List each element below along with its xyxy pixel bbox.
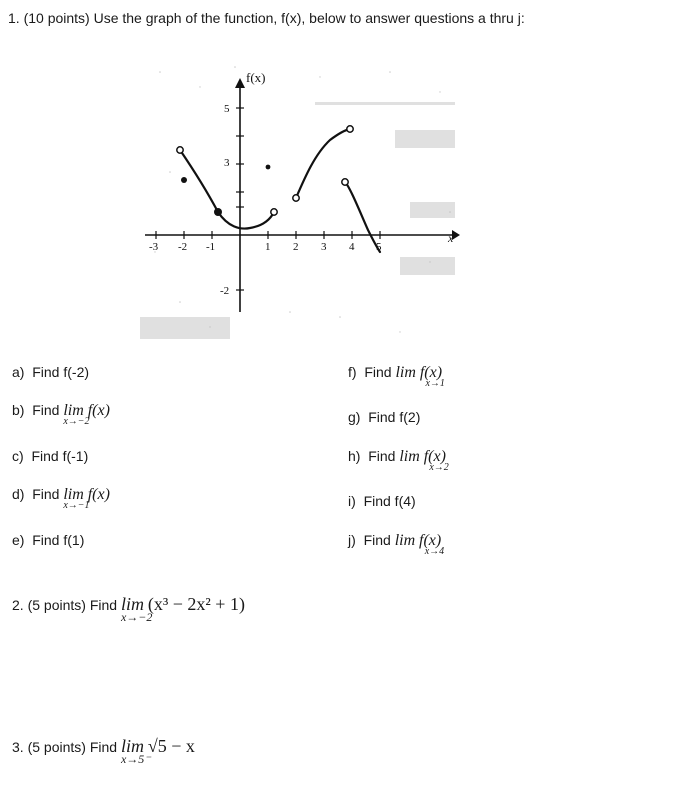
graph-point-open <box>293 195 299 201</box>
item-g-text: Find f(2) <box>368 409 421 425</box>
question-2 <box>12 594 245 624</box>
item-a-label: a) <box>12 364 25 380</box>
item-f-label: f) <box>348 364 357 380</box>
x-tick-label: 3 <box>321 241 327 253</box>
item-j-label: j) <box>348 532 356 548</box>
item-e-text: Find f(1) <box>32 532 85 548</box>
item-j-limit: lim x→4 <box>394 532 445 557</box>
item-h-label: h) <box>348 448 361 464</box>
item-j-expr: f(x) <box>419 532 442 549</box>
item-c-text: Find f(-1) <box>31 448 89 464</box>
x-tick-label: -2 <box>178 241 188 253</box>
y-tick-label: 5 <box>224 103 230 115</box>
y-axis-arrow <box>235 78 245 88</box>
graph-point-closed <box>181 177 187 183</box>
item-e <box>12 532 84 548</box>
item-j <box>348 532 445 557</box>
question-3 <box>12 736 195 766</box>
x-tick-label: -3 <box>149 241 159 253</box>
graph-svg <box>140 52 470 342</box>
item-e-label: e) <box>12 532 25 548</box>
question-3-limit: lim x→5⁻ <box>120 736 151 766</box>
item-b-label: b) <box>12 402 25 418</box>
item-c <box>12 448 88 464</box>
graph-point-open <box>177 147 183 153</box>
question-2-prefix: 2. (5 points) Find <box>12 597 118 613</box>
item-h-expr: f(x) <box>423 448 446 465</box>
item-a-text: Find f(-2) <box>32 364 90 380</box>
item-a <box>12 364 89 380</box>
item-f-expr: f(x) <box>419 364 443 381</box>
question-1-title: 1. (10 points) Use the graph of the function, f(x), below to answer questions a thru j: <box>8 10 525 26</box>
item-f-text: Find <box>364 364 392 380</box>
scan-noise <box>154 66 451 333</box>
question-2-limit: lim x→−2 <box>120 594 153 624</box>
item-b-text: Find <box>32 402 60 418</box>
item-h-text: Find <box>368 448 396 464</box>
function-graph <box>140 52 470 342</box>
item-h <box>348 448 449 473</box>
item-h-limit: lim x→2 <box>399 448 449 473</box>
item-c-label: c) <box>12 448 24 464</box>
item-g-label: g) <box>348 409 361 425</box>
y-tick-label: 3 <box>224 157 230 169</box>
item-d-text: Find <box>32 486 60 502</box>
x-tick-label: 2 <box>293 241 299 253</box>
item-d-expr: f(x) <box>87 486 110 503</box>
item-d-limit: lim x→−1 <box>63 486 90 511</box>
graph-point-closed <box>214 208 222 216</box>
item-d-label: d) <box>12 486 25 502</box>
graph-point-open <box>347 126 353 132</box>
graph-point-open <box>342 179 348 185</box>
item-d <box>12 486 110 511</box>
x-tick-label: 5 <box>376 241 382 253</box>
item-b <box>12 402 110 427</box>
graph-point-closed <box>266 165 271 170</box>
x-tick-label: 1 <box>265 241 271 253</box>
scan-smudges <box>140 102 455 339</box>
x-axis-label: x <box>448 231 454 245</box>
fx-axis-label: f(x) <box>246 70 266 85</box>
item-i-label: i) <box>348 493 356 509</box>
item-f <box>348 364 445 389</box>
item-g <box>348 409 420 425</box>
question-3-expr: √5 − x <box>147 736 195 756</box>
graph-point-open <box>271 209 277 215</box>
item-i <box>348 493 416 509</box>
x-tick-label: -1 <box>206 241 216 253</box>
item-b-limit: lim x→−2 <box>63 402 90 427</box>
x-tick-label: 4 <box>349 241 355 253</box>
item-b-expr: f(x) <box>87 402 110 419</box>
question-3-prefix: 3. (5 points) Find <box>12 739 118 755</box>
item-j-text: Find <box>363 532 391 548</box>
item-i-text: Find f(4) <box>363 493 416 509</box>
item-f-limit: lim x→1 <box>395 364 445 389</box>
graph-curve <box>180 129 380 252</box>
y-tick-label: -2 <box>220 285 230 297</box>
question-2-expr: (x³ − 2x² + 1) <box>147 594 245 614</box>
